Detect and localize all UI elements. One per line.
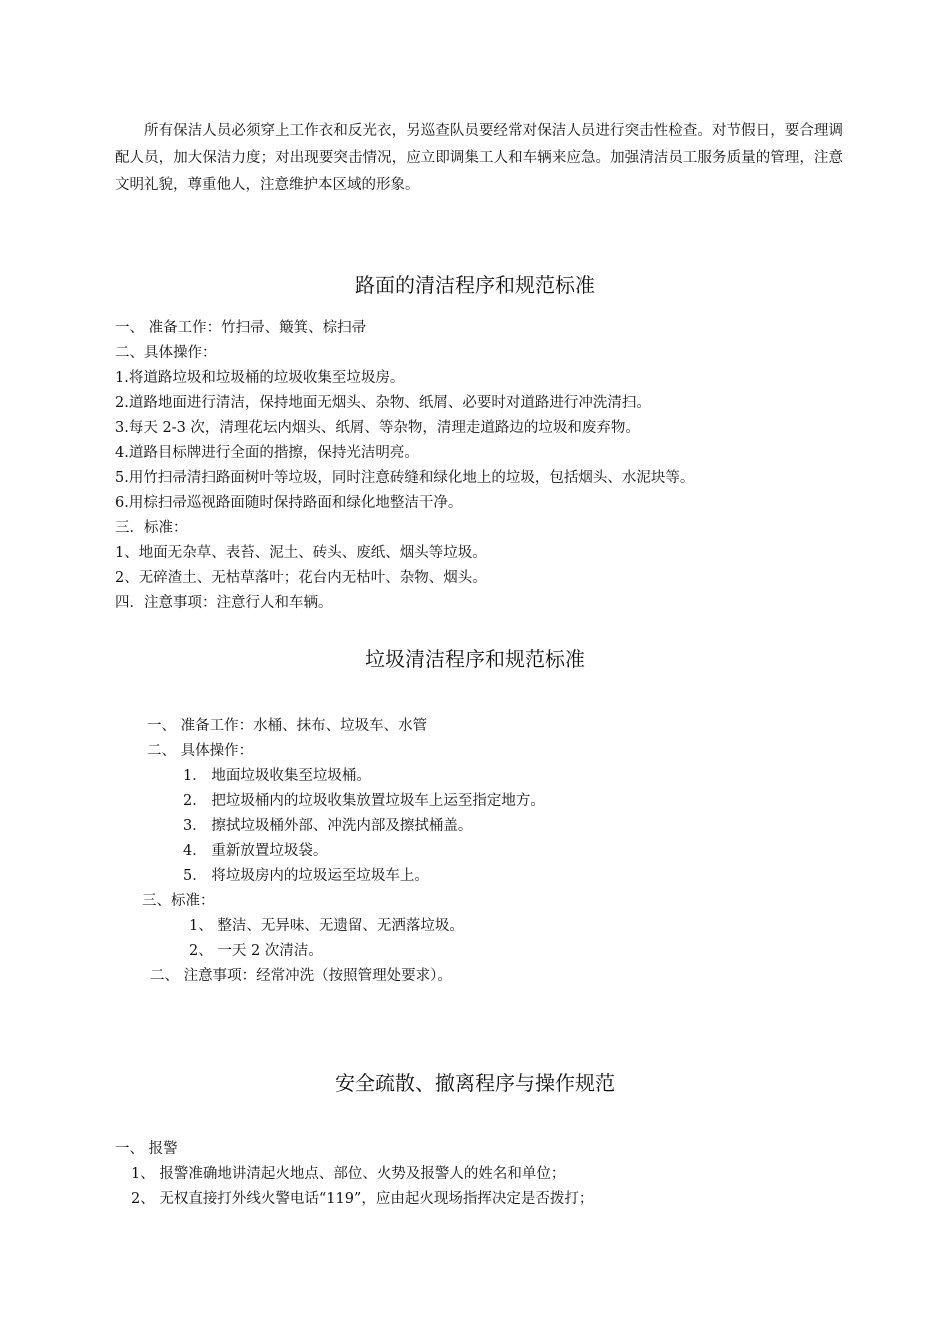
garbage-line-5: 3． 擦拭垃圾桶外部、冲洗内部及擦拭桶盖。 — [183, 818, 473, 834]
road-line-1: 一、 准备工作：竹扫帚、簸箕、棕扫帚 — [115, 320, 367, 336]
road-line-11: 2、无碎渣土、无枯草落叶；花台内无枯叶、杂物、烟头。 — [115, 570, 487, 586]
road-line-12: 四．注意事项：注意行人和车辆。 — [115, 595, 333, 611]
evacuation-line-2: 1、 报警准确地讲清起火地点、部位、火势及报警人的姓名和单位； — [131, 1166, 566, 1182]
intro-paragraph: 所有保洁人员必须穿上工作衣和反光衣，另巡查队员要经常对保洁人员进行突击性检查。对节假日，要合理调配人员，加大保洁力度；对出现要突击情况，应立即调集工人和车辆来应急。加强清洁员工服务质量的管理，注意文明礼貌，尊重他人，注意维护本区域的形象。 — [115, 123, 843, 193]
garbage-line-7: 5． 将垃圾房内的垃圾运至垃圾车上。 — [183, 868, 429, 884]
garbage-line-1: 一、 准备工作：水桶、抹布、垃圾车、水管 — [147, 718, 428, 734]
garbage-line-4: 2． 把垃圾桶内的垃圾收集放置垃圾车上运至指定地方。 — [183, 793, 545, 809]
evacuation-line-3: 2、 无权直接打外线火警电话“119”，应由起火现场指挥决定是否拨打； — [131, 1191, 594, 1207]
road-line-9: 三．标准： — [115, 520, 188, 536]
garbage-line-3: 1． 地面垃圾收集至垃圾桶。 — [183, 768, 371, 784]
road-line-7: 5.用竹扫帚清扫路面树叶等垃圾，同时注意砖缝和绿化地上的垃圾，包括烟头、水泥块等。 — [115, 470, 695, 486]
garbage-line-6: 4． 重新放置垃圾袋。 — [183, 843, 328, 859]
garbage-line-2: 二、 具体操作： — [147, 743, 254, 759]
road-line-5: 3.每天 2-3 次，清理花坛内烟头、纸屑、等杂物，清理走道路边的垃圾和废弃物。 — [115, 420, 640, 436]
garbage-line-11: 二、 注意事项：经常冲洗（按照管理处要求）。 — [150, 968, 452, 984]
road-line-2: 二、具体操作： — [115, 345, 217, 361]
garbage-line-10: 2、 一天 2 次清洁。 — [189, 943, 323, 959]
road-line-8: 6.用棕扫帚巡视路面随时保持路面和绿化地整洁干净。 — [115, 495, 463, 511]
road-line-4: 2.道路地面进行清洁，保持地面无烟头、杂物、纸屑、必要时对道路进行冲洗清扫。 — [115, 395, 651, 411]
road-line-3: 1.将道路垃圾和垃圾桶的垃圾收集至垃圾房。 — [115, 370, 405, 386]
garbage-line-8: 三、标准： — [142, 893, 215, 909]
road-line-10: 1、地面无杂草、表苔、泥土、砖头、废纸、烟头等垃圾。 — [115, 545, 487, 561]
evacuation-line-1: 一、 报警 — [115, 1141, 178, 1157]
road-line-6: 4.道路目标牌进行全面的揩擦，保持光洁明亮。 — [115, 445, 419, 461]
section-title-evacuation: 安全疏散、撤离程序与操作规范 — [335, 1071, 615, 1095]
section-title-road-cleaning: 路面的清洁程序和规范标准 — [355, 273, 595, 297]
garbage-line-9: 1、 整洁、无异味、无遗留、无洒落垃圾。 — [189, 918, 464, 934]
section-title-garbage-cleaning: 垃圾清洁程序和规范标准 — [365, 647, 585, 671]
